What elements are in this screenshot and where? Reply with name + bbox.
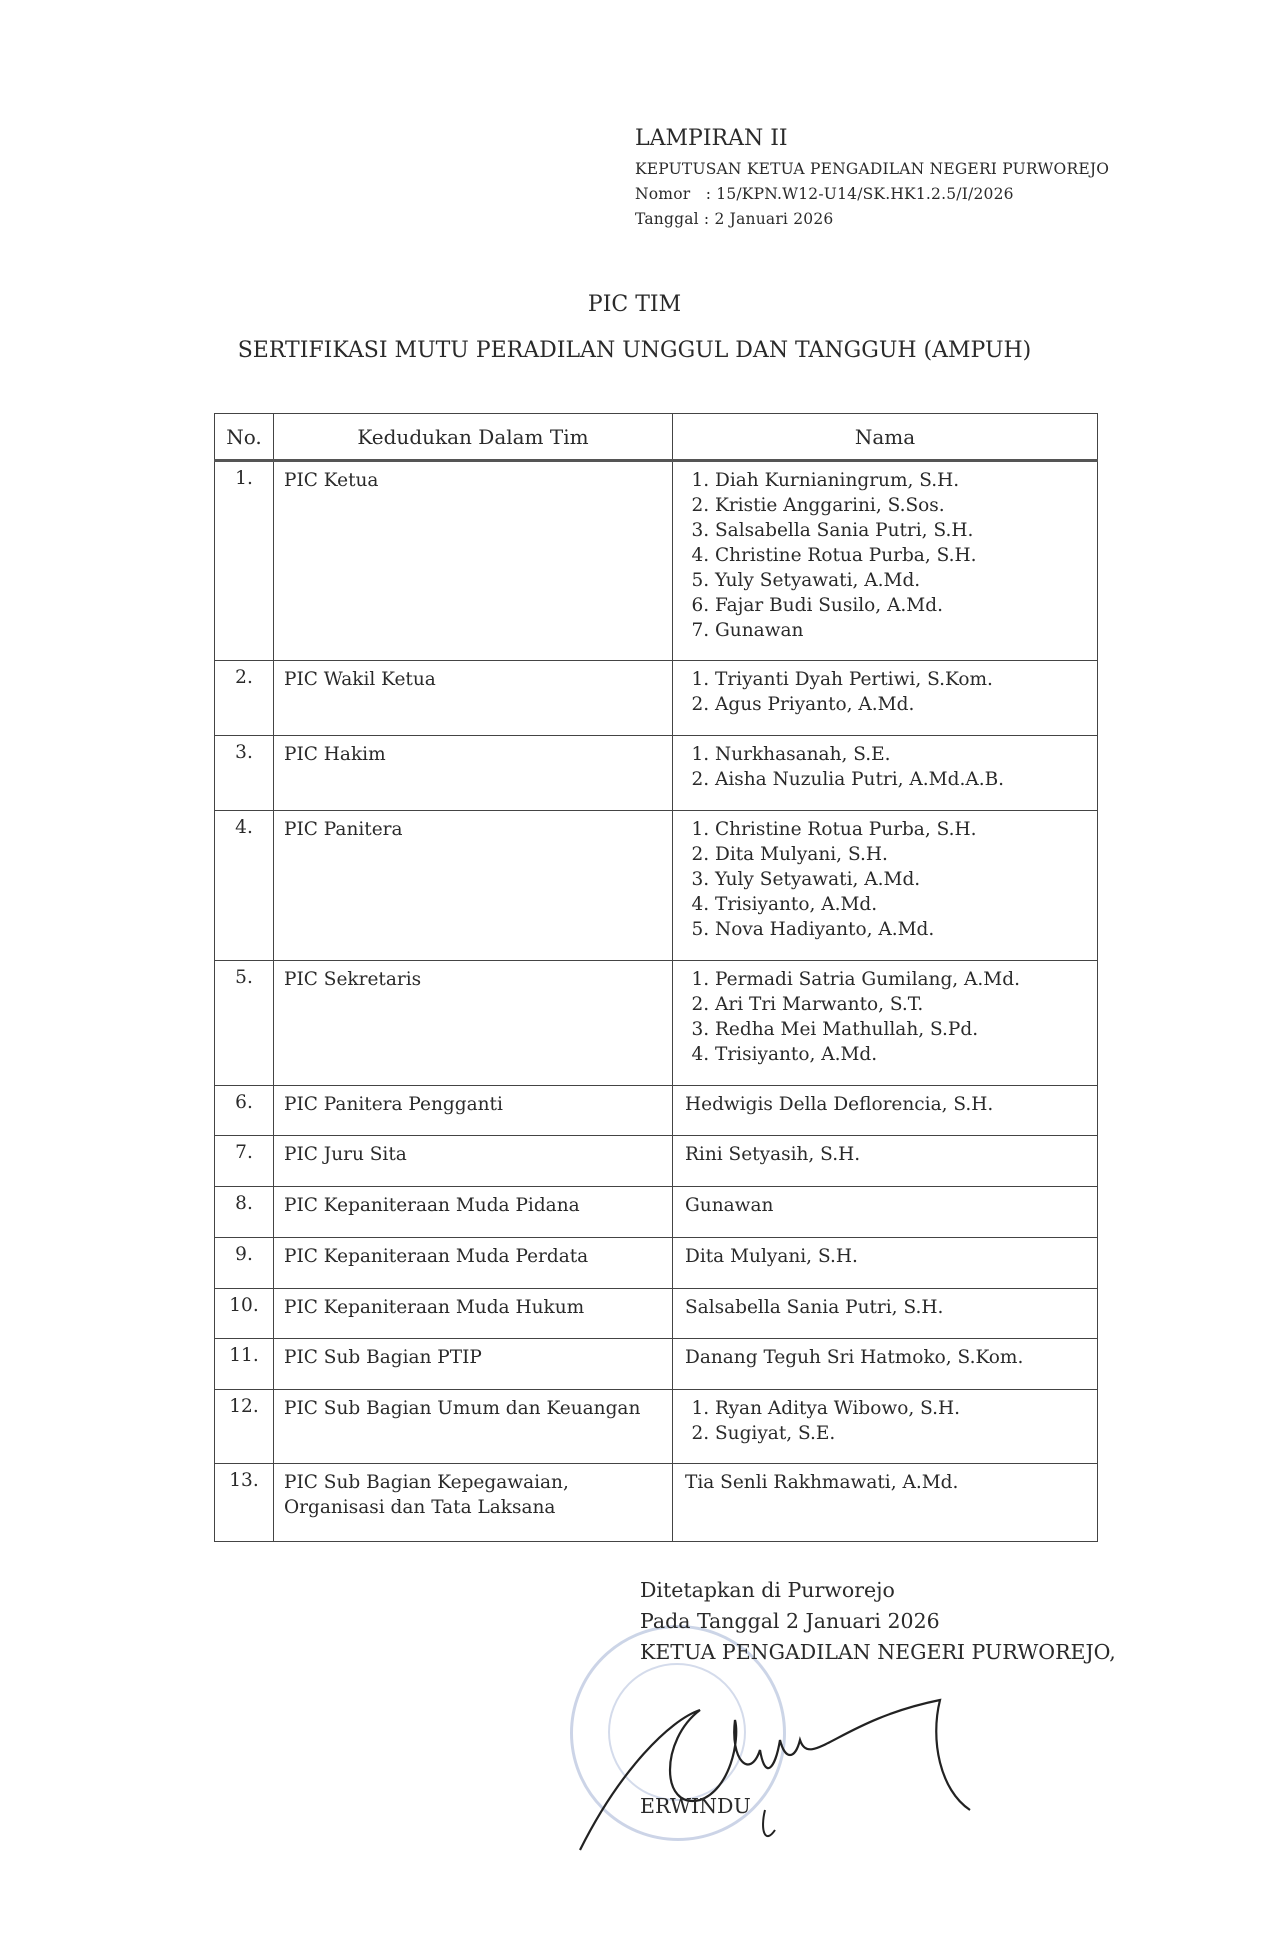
position-cell: PIC Ketua: [274, 461, 673, 661]
table-row: [215, 1390, 1098, 1464]
lampiran-heading: LAMPIRAN II: [635, 126, 788, 151]
row-number: 1.: [215, 461, 274, 661]
position-cell: PIC Kepaniteraan Muda Hukum: [274, 1289, 673, 1339]
row-number: 13.: [215, 1464, 274, 1542]
table-row: [215, 1086, 1098, 1136]
name-cell: Danang Teguh Sri Hatmoko, S.Kom.: [673, 1339, 1098, 1390]
table-row: [215, 1464, 1098, 1542]
position-cell: PIC Kepaniteraan Muda Pidana: [274, 1187, 673, 1238]
col-header-no: No.: [215, 414, 274, 461]
name-item: 2. Dita Mulyani, S.H.: [715, 842, 1085, 867]
table-row: [215, 1289, 1098, 1339]
table-row: [215, 461, 1098, 661]
name-cell: Dita Mulyani, S.H.: [673, 1238, 1098, 1289]
position-cell: PIC Wakil Ketua: [274, 661, 673, 736]
names-cell: [673, 736, 1098, 811]
position-cell: PIC Sekretaris: [274, 961, 673, 1086]
name-item: 1. Nurkhasanah, S.E.: [715, 742, 1085, 767]
position-cell: PIC Juru Sita: [274, 1136, 673, 1187]
name-item: 3. Salsabella Sania Putri, S.H.: [715, 518, 1085, 543]
tanggal-line: Tanggal : 2 Januari 2026: [635, 210, 834, 228]
name-cell: Rini Setyasih, S.H.: [673, 1136, 1098, 1187]
signature-place: Ditetapkan di Purworejo: [640, 1578, 895, 1602]
position-cell: PIC Kepaniteraan Muda Perdata: [274, 1238, 673, 1289]
table-row: [215, 1238, 1098, 1289]
name-cell: Gunawan: [673, 1187, 1098, 1238]
row-number: 11.: [215, 1339, 274, 1390]
names-cell: [673, 961, 1098, 1086]
pic-table: [214, 413, 1098, 1542]
name-item: 2. Ari Tri Marwanto, S.T.: [715, 992, 1085, 1017]
col-header-name: Nama: [673, 414, 1098, 461]
name-item: 5. Nova Hadiyanto, A.Md.: [715, 917, 1085, 942]
name-item: 4. Trisiyanto, A.Md.: [715, 892, 1085, 917]
name-item: 4. Trisiyanto, A.Md.: [715, 1042, 1085, 1067]
name-item: 1. Triyanti Dyah Pertiwi, S.Kom.: [715, 667, 1085, 692]
row-number: 4.: [215, 811, 274, 961]
table-row: [215, 1187, 1098, 1238]
name-item: 3. Yuly Setyawati, A.Md.: [715, 867, 1085, 892]
position-cell: PIC Sub Bagian PTIP: [274, 1339, 673, 1390]
name-item: 3. Redha Mei Mathullah, S.Pd.: [715, 1017, 1085, 1042]
name-item: 1. Diah Kurnianingrum, S.H.: [715, 468, 1085, 493]
nomor-line: Nomor : 15/KPN.W12-U14/SK.HK1.2.5/I/2026: [635, 185, 1014, 203]
signature-date: Pada Tanggal 2 Januari 2026: [640, 1609, 940, 1633]
table-row: [215, 811, 1098, 961]
doc-subtitle: SERTIFIKASI MUTU PERADILAN UNGGUL DAN TANGGUH (AMPUH): [237, 338, 1032, 363]
row-number: 9.: [215, 1238, 274, 1289]
row-number: 2.: [215, 661, 274, 736]
row-number: 7.: [215, 1136, 274, 1187]
names-cell: [673, 661, 1098, 736]
name-item: 1. Christine Rotua Purba, S.H.: [715, 817, 1085, 842]
position-cell: PIC Hakim: [274, 736, 673, 811]
position-cell: PIC Panitera Pengganti: [274, 1086, 673, 1136]
name-item: 6. Fajar Budi Susilo, A.Md.: [715, 593, 1085, 618]
name-cell: Salsabella Sania Putri, S.H.: [673, 1289, 1098, 1339]
row-number: 5.: [215, 961, 274, 1086]
row-number: 3.: [215, 736, 274, 811]
signature-office: KETUA PENGADILAN NEGERI PURWOREJO,: [640, 1640, 1116, 1664]
name-item: 7. Gunawan: [715, 618, 1085, 643]
name-item: 2. Agus Priyanto, A.Md.: [715, 692, 1085, 717]
names-cell: [673, 461, 1098, 661]
position-cell: PIC Sub Bagian Kepegawaian, Organisasi dan Tata Laksana: [274, 1464, 673, 1542]
table-row: [215, 1136, 1098, 1187]
doc-title: PIC TIM: [587, 292, 682, 317]
name-item: 4. Christine Rotua Purba, S.H.: [715, 543, 1085, 568]
row-number: 6.: [215, 1086, 274, 1136]
table-row: [215, 736, 1098, 811]
names-cell: [673, 811, 1098, 961]
table-row: [215, 961, 1098, 1086]
name-item: 2. Kristie Anggarini, S.Sos.: [715, 493, 1085, 518]
name-cell: Hedwigis Della Deflorencia, S.H.: [673, 1086, 1098, 1136]
table-row: [215, 661, 1098, 736]
keputusan-line: KEPUTUSAN KETUA PENGADILAN NEGERI PURWOREJO: [635, 160, 1110, 178]
name-item: 2. Sugiyat, S.E.: [715, 1421, 1085, 1446]
names-cell: [673, 1390, 1098, 1464]
name-item: 5. Yuly Setyawati, A.Md.: [715, 568, 1085, 593]
row-number: 10.: [215, 1289, 274, 1339]
position-cell: PIC Sub Bagian Umum dan Keuangan: [274, 1390, 673, 1464]
handwritten-signature: [560, 1680, 1000, 1860]
signatory-name: ERWINDU: [640, 1794, 751, 1818]
name-item: 1. Permadi Satria Gumilang, A.Md.: [715, 967, 1085, 992]
name-cell: Tia Senli Rakhmawati, A.Md.: [673, 1464, 1098, 1542]
table-row: [215, 1339, 1098, 1390]
name-item: 2. Aisha Nuzulia Putri, A.Md.A.B.: [715, 767, 1085, 792]
row-number: 12.: [215, 1390, 274, 1464]
position-cell: PIC Panitera: [274, 811, 673, 961]
row-number: 8.: [215, 1187, 274, 1238]
name-item: 1. Ryan Aditya Wibowo, S.H.: [715, 1396, 1085, 1421]
col-header-position: Kedudukan Dalam Tim: [274, 414, 673, 461]
